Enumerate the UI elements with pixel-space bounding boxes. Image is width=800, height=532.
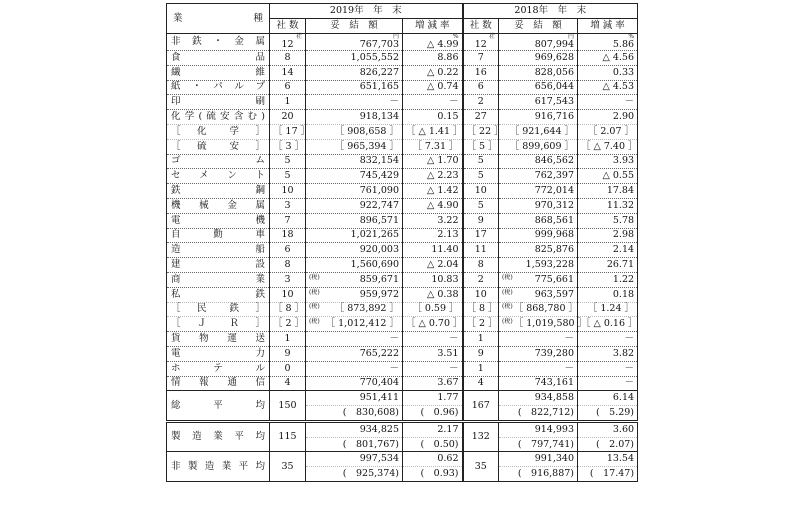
industry-name: ゴ ム bbox=[171, 155, 265, 167]
cell-amount-2018: ［ 1,019,580 ］ bbox=[513, 318, 588, 330]
cell-count-2018: 8 bbox=[477, 259, 484, 271]
cell-rate-2019: 10.83 bbox=[431, 273, 459, 285]
cell-count-2019: 18 bbox=[281, 229, 294, 241]
tax-mark: (税) bbox=[502, 303, 513, 311]
cell-amount-2018: 775,661 bbox=[534, 273, 575, 285]
industry-name: 貨 物 運 送 bbox=[171, 333, 265, 345]
year-2019-header: 2019年 年 末 bbox=[270, 4, 463, 19]
cell-rate-2018: － bbox=[624, 377, 635, 389]
cell-rate-2018: 0.33 bbox=[612, 66, 635, 78]
unit-yen: 円 bbox=[392, 33, 399, 40]
cell-rate-2018: 26.71 bbox=[606, 259, 635, 271]
cell-count-2018: 2 bbox=[477, 96, 484, 108]
summary-name: 総 平 均 bbox=[167, 391, 270, 422]
unit-company: 社 bbox=[295, 33, 302, 40]
cell-amount-2019: 918,134 bbox=[359, 111, 399, 123]
table-row bbox=[167, 198, 638, 213]
cell-amount-2019: 767,703 bbox=[359, 39, 399, 50]
cell-rate-2019: － bbox=[449, 96, 459, 108]
rate-header-2018: 増 減 率 bbox=[578, 19, 638, 34]
cell-count-2018: 5 bbox=[477, 199, 484, 211]
industry-name: 造 船 bbox=[171, 244, 265, 256]
cell-amount-2019: － bbox=[389, 362, 399, 374]
table-row bbox=[167, 228, 638, 243]
table-row bbox=[167, 346, 638, 361]
cell-rate-2019: － bbox=[449, 333, 459, 345]
tax-mark: (税) bbox=[309, 318, 320, 326]
cell-amount-2019: 770,404 bbox=[359, 377, 399, 389]
cell-rate-2019: 11.40 bbox=[431, 244, 459, 256]
cell-amount-2019: ［ 908,658 ］ bbox=[334, 125, 399, 137]
cell-amount-2018: 1,593,228 bbox=[525, 259, 575, 271]
cell-rate-2018: 2.98 bbox=[612, 229, 635, 241]
wage-settlement-table-container bbox=[166, 3, 637, 482]
cell-rate-2019: △ 0.74 bbox=[427, 81, 459, 93]
cell-rate-2018: 5.86 bbox=[612, 39, 635, 50]
summary-amount-2018: 914,993 bbox=[499, 421, 578, 437]
cell-count-2018: 9 bbox=[477, 347, 484, 359]
industry-name: 繊 維 bbox=[171, 66, 265, 78]
cell-count-2019: 4 bbox=[284, 377, 291, 389]
industry-name: 機 械 金 属 bbox=[171, 199, 265, 211]
cell-amount-2018: 772,014 bbox=[534, 185, 575, 197]
cell-amount-2019: 920,003 bbox=[359, 244, 399, 256]
table-row bbox=[167, 361, 638, 376]
tax-mark: (税) bbox=[502, 288, 513, 296]
summary-amount-2018: ( 797,741) bbox=[499, 437, 578, 452]
summary-rate-2018: 13.54 bbox=[578, 452, 638, 467]
table-row bbox=[167, 139, 638, 154]
cell-count-2018: ［ 5 ］ bbox=[466, 140, 498, 152]
cell-rate-2019: 3.51 bbox=[437, 347, 459, 359]
summary-rate-2018: 6.14 bbox=[578, 391, 638, 406]
table-row bbox=[167, 110, 638, 125]
table-row bbox=[167, 50, 638, 65]
cell-rate-2018: ［ 1.24 ］ bbox=[587, 303, 635, 315]
cell-rate-2018: 3.93 bbox=[612, 155, 635, 167]
industry-name: 化学(硫安含む) bbox=[171, 111, 265, 123]
cell-count-2018: 7 bbox=[477, 51, 484, 63]
cell-rate-2019: △ 4.99 bbox=[427, 39, 459, 50]
cell-count-2019: 14 bbox=[281, 66, 294, 78]
cell-count-2019: 6 bbox=[284, 244, 291, 256]
cell-amount-2019: 859,671 bbox=[359, 273, 399, 285]
cell-rate-2018: － bbox=[624, 362, 635, 374]
summary-row-total bbox=[167, 391, 638, 406]
cell-rate-2018: 11.32 bbox=[606, 199, 635, 211]
tax-mark: (税) bbox=[309, 273, 320, 281]
cell-rate-2018: △ 0.55 bbox=[602, 170, 635, 182]
industry-name: 鉄 鋼 bbox=[171, 185, 265, 197]
table-row bbox=[167, 258, 638, 273]
cell-amount-2019: 761,090 bbox=[359, 185, 399, 197]
summary-rate-2019: 0.62 bbox=[403, 452, 463, 467]
cell-amount-2018: 999,968 bbox=[534, 229, 575, 241]
cell-amount-2018: 807,994 bbox=[534, 39, 575, 50]
cell-count-2019: 1 bbox=[284, 96, 291, 108]
cell-amount-2019: － bbox=[389, 333, 399, 345]
cell-count-2019: 0 bbox=[284, 362, 291, 374]
summary-count-2019: 150 bbox=[270, 391, 306, 422]
cell-count-2018: ［ 22 ］ bbox=[466, 125, 504, 137]
table-row bbox=[167, 34, 638, 51]
summary-rate-2019: ( 0.93) bbox=[403, 467, 463, 482]
table-row bbox=[167, 287, 638, 302]
summary-amount-2019: ( 925,374) bbox=[306, 467, 403, 482]
cell-count-2018: 10 bbox=[474, 288, 487, 300]
summary-rate-2019: ( 0.96) bbox=[403, 406, 463, 422]
cell-rate-2018: ［ △ 0.16 ］ bbox=[581, 318, 638, 330]
industry-name: 電 機 bbox=[171, 214, 265, 226]
cell-amount-2019: 651,165 bbox=[359, 81, 399, 93]
cell-count-2018: 5 bbox=[477, 170, 484, 182]
cell-count-2019: ［ 17 ］ bbox=[273, 125, 311, 137]
industry-name: 建 設 bbox=[171, 259, 265, 271]
cell-count-2018: 4 bbox=[477, 377, 484, 389]
cell-rate-2018: 2.90 bbox=[612, 111, 635, 123]
cell-count-2019: 9 bbox=[284, 347, 291, 359]
cell-rate-2018: 3.82 bbox=[612, 347, 635, 359]
industry-name: ［ 化 学 ］ bbox=[171, 125, 265, 137]
cell-amount-2019: 832,154 bbox=[359, 155, 399, 167]
cell-rate-2019: △ 2.04 bbox=[427, 259, 459, 271]
cell-count-2018: ［ 8 ］ bbox=[466, 303, 498, 315]
summary-count-2018: 167 bbox=[463, 391, 499, 422]
cell-rate-2019: 0.15 bbox=[437, 111, 459, 123]
cell-amount-2018: 617,543 bbox=[534, 96, 575, 108]
cell-count-2018: 17 bbox=[474, 229, 487, 241]
cell-amount-2018: － bbox=[564, 333, 575, 345]
industry-name: 非鉄・金属 bbox=[167, 34, 270, 51]
cell-rate-2019: 2.13 bbox=[437, 229, 459, 241]
cell-count-2019: ［ 3 ］ bbox=[273, 140, 305, 152]
cell-count-2019: 12 bbox=[281, 39, 294, 50]
cell-rate-2018: ［ △ 7.40 ］ bbox=[581, 140, 638, 152]
cell-rate-2019: ［ △ 1.41 ］ bbox=[406, 125, 463, 137]
cell-count-2018: 1 bbox=[477, 362, 484, 374]
cell-count-2019: 7 bbox=[284, 214, 291, 226]
cell-amount-2018: ［ 921,644 ］ bbox=[509, 125, 575, 137]
cell-rate-2019: － bbox=[449, 362, 459, 374]
summary-amount-2019: ( 830,608) bbox=[306, 406, 403, 422]
table-row bbox=[167, 272, 638, 287]
cell-amount-2019: 922,747 bbox=[359, 199, 399, 211]
cell-amount-2019: 1,560,690 bbox=[350, 259, 399, 271]
wage-settlement-table bbox=[166, 3, 638, 482]
cell-amount-2018: 743,161 bbox=[534, 377, 575, 389]
table-row bbox=[167, 302, 638, 317]
cell-amount-2019: － bbox=[389, 96, 399, 108]
cell-count-2018: 5 bbox=[477, 155, 484, 167]
table-row bbox=[167, 184, 638, 199]
summary-rate-2019: 2.17 bbox=[403, 421, 463, 437]
cell-count-2019: ［ 2 ］ bbox=[273, 318, 305, 330]
cell-rate-2018: 5.78 bbox=[612, 214, 635, 226]
cell-count-2018: ［ 2 ］ bbox=[466, 318, 498, 330]
cell-amount-2018: 916,716 bbox=[534, 111, 575, 123]
industry-name: 私 鉄 bbox=[171, 288, 265, 300]
industry-name: 情 報 通 信 bbox=[171, 377, 265, 389]
cell-amount-2018: ［ 868,780 ］ bbox=[513, 303, 579, 315]
cell-rate-2019: △ 1.70 bbox=[427, 155, 459, 167]
cell-amount-2019: ［ 1,012,412 ］ bbox=[325, 318, 399, 330]
cell-amount-2018: 969,628 bbox=[534, 51, 575, 63]
industry-name: ［ 硫 安 ］ bbox=[171, 140, 265, 152]
companies-header-2018: 社 数 bbox=[463, 19, 499, 34]
cell-rate-2018: － bbox=[624, 96, 635, 108]
table-row bbox=[167, 332, 638, 347]
summary-name: 製造業平均 bbox=[167, 421, 270, 452]
cell-amount-2019: ［ 965,394 ］ bbox=[334, 140, 399, 152]
amount-header-2018: 妥 結 額 bbox=[499, 19, 578, 34]
summary-row-nonmfg bbox=[167, 452, 638, 467]
table-row bbox=[167, 95, 638, 110]
summary-amount-2019: 934,825 bbox=[306, 421, 403, 437]
cell-count-2018: 16 bbox=[474, 66, 487, 78]
cell-amount-2018: － bbox=[564, 362, 575, 374]
industry-name: 商 業 bbox=[171, 273, 265, 285]
summary-count-2019: 115 bbox=[270, 421, 306, 452]
cell-count-2018: 27 bbox=[474, 111, 487, 123]
industry-header: 業 種 bbox=[167, 4, 270, 34]
companies-header-2019: 社 数 bbox=[270, 19, 306, 34]
summary-rate-2018: ( 17.47) bbox=[578, 467, 638, 482]
summary-count-2018: 132 bbox=[463, 421, 499, 452]
rate-header-2019: 増 減 率 bbox=[403, 19, 463, 34]
summary-rate-2019: 1.77 bbox=[403, 391, 463, 406]
cell-amount-2019: 959,972 bbox=[359, 288, 399, 300]
cell-count-2019: 8 bbox=[284, 259, 291, 271]
cell-rate-2018: ［ 2.07 ］ bbox=[587, 125, 635, 137]
cell-count-2019: 3 bbox=[284, 199, 291, 211]
unit-pct: % bbox=[452, 33, 459, 40]
cell-amount-2018: 868,561 bbox=[534, 214, 575, 226]
table-row bbox=[167, 376, 638, 391]
tax-mark: (税) bbox=[502, 318, 513, 326]
cell-rate-2019: ［ △ 0.70 ］ bbox=[406, 318, 463, 330]
industry-name: ホ テ ル bbox=[171, 362, 265, 374]
cell-rate-2019: ［ 0.59 ］ bbox=[412, 303, 459, 315]
cell-amount-2019: 826,227 bbox=[359, 66, 399, 78]
industry-name: ［ 民 鉄 ］ bbox=[171, 303, 265, 315]
tax-mark: (税) bbox=[502, 273, 513, 281]
cell-amount-2019: ［ 873,892 ］ bbox=[334, 303, 399, 315]
cell-amount-2019: 1,055,552 bbox=[350, 51, 399, 63]
tax-mark: (税) bbox=[309, 303, 320, 311]
cell-amount-2018: 656,044 bbox=[534, 81, 575, 93]
summary-rate-2018: 3.60 bbox=[578, 421, 638, 437]
cell-amount-2019: 896,571 bbox=[359, 214, 399, 226]
summary-amount-2019: 997,534 bbox=[306, 452, 403, 467]
summary-amount-2019: ( 801,767) bbox=[306, 437, 403, 452]
industry-name: 電 力 bbox=[171, 347, 265, 359]
cell-rate-2019: △ 1.42 bbox=[427, 185, 459, 197]
cell-count-2019: 6 bbox=[284, 81, 291, 93]
cell-amount-2018: 828,056 bbox=[534, 66, 575, 78]
cell-count-2019: 5 bbox=[284, 170, 291, 182]
industry-name: 食 品 bbox=[171, 51, 265, 63]
summary-rate-2018: ( 2.07) bbox=[578, 437, 638, 452]
industry-name: 紙・パルプ bbox=[171, 81, 265, 93]
cell-count-2019: ［ 8 ］ bbox=[273, 303, 305, 315]
cell-amount-2018: 846,562 bbox=[534, 155, 575, 167]
cell-amount-2018: 970,312 bbox=[534, 199, 575, 211]
cell-count-2018: 11 bbox=[474, 244, 487, 256]
cell-count-2019: 8 bbox=[284, 51, 291, 63]
cell-rate-2019: △ 0.38 bbox=[427, 288, 459, 300]
cell-rate-2019: △ 2.23 bbox=[427, 170, 459, 182]
cell-amount-2018: 963,597 bbox=[534, 288, 575, 300]
table-row bbox=[167, 169, 638, 184]
table-row bbox=[167, 243, 638, 258]
amount-header-2019: 妥 結 額 bbox=[306, 19, 403, 34]
cell-count-2018: 9 bbox=[477, 214, 484, 226]
summary-rate-2019: ( 0.50) bbox=[403, 437, 463, 452]
cell-rate-2019: ［ 7.31 ］ bbox=[412, 140, 459, 152]
cell-amount-2018: 825,876 bbox=[534, 244, 575, 256]
tax-mark: (税) bbox=[309, 288, 320, 296]
cell-amount-2019: 745,429 bbox=[359, 170, 399, 182]
cell-count-2018: 2 bbox=[477, 273, 484, 285]
cell-count-2019: 3 bbox=[284, 273, 291, 285]
industry-name: セ メ ン ト bbox=[171, 170, 265, 182]
unit-pct: % bbox=[628, 33, 635, 40]
table-row bbox=[167, 154, 638, 169]
cell-count-2019: 20 bbox=[281, 111, 294, 123]
cell-rate-2018: 1.22 bbox=[612, 273, 635, 285]
cell-amount-2018: 762,397 bbox=[534, 170, 575, 182]
cell-count-2019: 5 bbox=[284, 155, 291, 167]
summary-amount-2018: 991,340 bbox=[499, 452, 578, 467]
summary-name: 非製造業平均 bbox=[167, 452, 270, 482]
summary-amount-2018: 934,858 bbox=[499, 391, 578, 406]
cell-count-2018: 1 bbox=[477, 333, 484, 345]
cell-rate-2019: 3.67 bbox=[437, 377, 459, 389]
industry-name: 印 刷 bbox=[171, 96, 265, 108]
cell-rate-2018: 0.18 bbox=[612, 288, 635, 300]
cell-count-2019: 10 bbox=[281, 185, 294, 197]
summary-count-2018: 35 bbox=[463, 452, 499, 482]
summary-amount-2019: 951,411 bbox=[306, 391, 403, 406]
unit-yen: 円 bbox=[568, 33, 575, 40]
table-row bbox=[167, 65, 638, 80]
cell-rate-2018: △ 4.53 bbox=[602, 81, 635, 93]
year-2018-header: 2018年 年 末 bbox=[463, 4, 638, 19]
cell-amount-2018: 739,280 bbox=[534, 347, 575, 359]
cell-rate-2019: △ 4.90 bbox=[427, 199, 459, 211]
cell-rate-2019: 3.22 bbox=[437, 214, 459, 226]
cell-count-2018: 10 bbox=[474, 185, 487, 197]
cell-count-2019: 1 bbox=[284, 333, 291, 345]
cell-amount-2018: ［ 899,609 ］ bbox=[509, 140, 575, 152]
summary-amount-2018: ( 916,887) bbox=[499, 467, 578, 482]
unit-company: 社 bbox=[489, 33, 496, 40]
cell-count-2018: 6 bbox=[477, 81, 484, 93]
table-row bbox=[167, 317, 638, 332]
industry-name: 自 動 車 bbox=[171, 229, 265, 241]
cell-rate-2018: △ 4.56 bbox=[602, 51, 635, 63]
cell-amount-2019: 1,021,265 bbox=[350, 229, 399, 241]
table-row bbox=[167, 213, 638, 228]
cell-rate-2018: 2.14 bbox=[612, 244, 635, 256]
cell-count-2018: 12 bbox=[474, 39, 487, 50]
table-row bbox=[167, 124, 638, 139]
cell-count-2019: 10 bbox=[281, 288, 294, 300]
summary-count-2019: 35 bbox=[270, 452, 306, 482]
table-row bbox=[167, 80, 638, 95]
cell-amount-2019: 765,222 bbox=[359, 347, 399, 359]
summary-amount-2018: ( 822,712) bbox=[499, 406, 578, 422]
cell-rate-2019: 8.86 bbox=[437, 51, 459, 63]
cell-rate-2018: － bbox=[624, 333, 635, 345]
summary-row-mfg bbox=[167, 421, 638, 437]
cell-rate-2018: 17.84 bbox=[606, 185, 635, 197]
cell-rate-2019: △ 0.22 bbox=[427, 66, 459, 78]
industry-name: ［ Ｊ Ｒ ］ bbox=[171, 318, 265, 330]
summary-rate-2018: ( 5.29) bbox=[578, 406, 638, 422]
